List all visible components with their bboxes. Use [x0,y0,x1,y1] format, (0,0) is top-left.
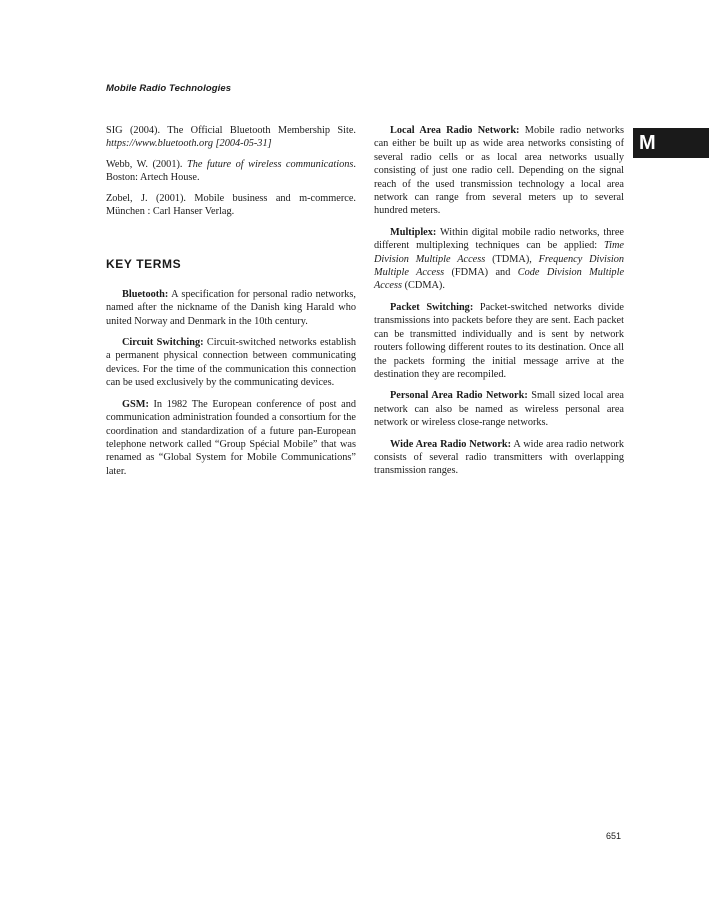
term-name: GSM: [122,398,149,410]
term-tdma: Time Division Multiple Access [374,240,624,265]
term-gsm [106,398,356,478]
term-definition: Within digital mobile radio networks, three different multiplexing techniques can be applied: [374,226,624,252]
term-personal-area-radio-network [374,389,624,429]
term-definition: Packet-switched networks divide transmissions into packets before they are sent. Each packet can be transmitted individually and is sent by network routers following different routes to its destination. Once all the packets forming the initial message arrive at the destination they are recompiled. [374,301,624,380]
term-name: Wide Area Radio Network: [390,438,512,450]
term-circuit-switching [106,336,356,390]
reference-text: Zobel, J. (2001). Mobile business and m-commerce. München : Carl Hanser Verlag. [106,192,356,218]
left-column [106,124,356,486]
term-definition: A specification for personal radio networks, named after the nickname of the Danish king Harald who united Norway and Denmark in the 10th century. [106,288,356,327]
reference-webb [106,158,356,185]
reference-text: SIG (2004). The Official Bluetooth Membership Site. [106,125,356,136]
term-local-area-radio-network [374,124,624,218]
reference-sig [106,124,356,151]
reference-title: The future of wireless communications [186,158,354,170]
term-cdma-abbr: (CDMA). [402,280,445,292]
term-definition: Mobile radio networks can either be built up as wide area networks consisting of several radio cells or as local area networks usually consisting of just one radio cell. Depending on the signal reach of the used transmission technology a local area network can range from several meters up to several hundred meters. [374,125,625,217]
term-definition: Circuit-switched networks establish a permanent physical connection between communicating devices. For the time of the communication this connection can be used exclusively by the communicating devices. [106,337,356,389]
term-multiplex [374,226,624,293]
term-packet-switching [374,301,624,381]
reference-text: Webb, W. (2001). [106,158,187,170]
running-head: Mobile Radio Technologies [106,83,232,94]
term-tdma-abbr: (TDMA), [485,253,539,265]
term-name: Multiplex: [390,226,437,238]
thumb-index-letter: M [639,132,656,154]
key-terms-heading: KEY TERMS [106,257,182,272]
term-definition: In 1982 The European conference of post and communication administration founded a consortium for the coordination and standardization of a future pan-European telephone network called “Group Spécial Mobile” that was renamed as “Global System for Mobile Communications” later. [106,398,356,477]
term-name: Packet Switching: [390,301,474,313]
thumb-index-tab [633,128,709,158]
term-definition: Small sized local area network can also be named as wireless personal area network or wireless close-range networks. [374,390,624,429]
term-name: Bluetooth: [122,288,169,300]
right-column [374,124,624,486]
page-number: 651 [606,831,622,841]
term-fdma-abbr: (FDMA) and [444,267,518,279]
term-name: Personal Area Radio Network: [390,390,528,402]
term-bluetooth [106,288,356,328]
term-name: Local Area Radio Network: [390,125,520,136]
term-definition: A wide area radio network consists of several radio transmitters with overlapping transmission ranges. [374,438,624,477]
reference-zobel [106,192,356,219]
reference-url: https://www.bluetooth.org [2004-05-31] [106,138,272,150]
term-name: Circuit Switching: [122,337,204,349]
term-wide-area-radio-network [374,438,624,478]
reference-text: . Boston: Artech House. [106,158,356,184]
term-fdma: Frequency Division Multiple Access [374,253,624,279]
term-cdma: Code Division Multiple Access [374,267,625,292]
